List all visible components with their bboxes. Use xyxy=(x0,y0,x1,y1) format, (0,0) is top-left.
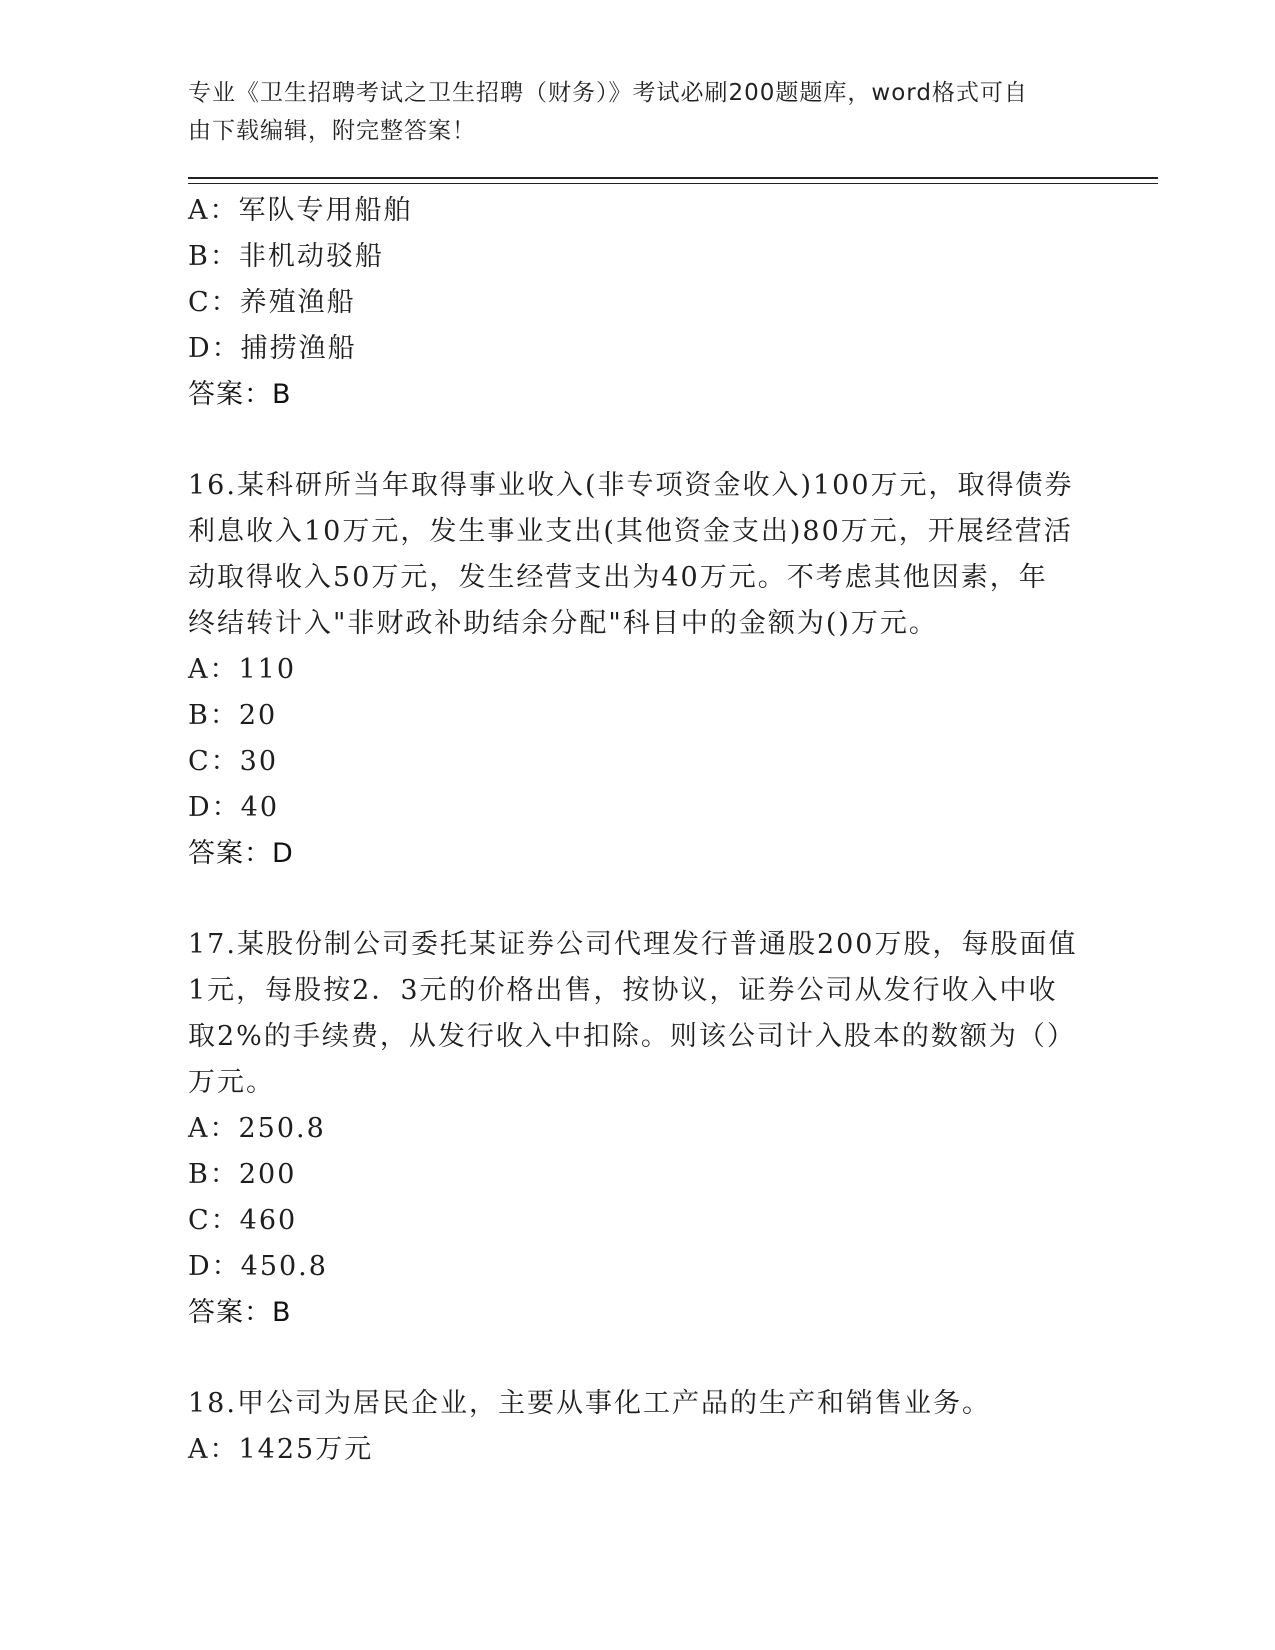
document-header xyxy=(188,74,1068,150)
stem-line: 万元。 xyxy=(188,1067,275,1098)
answer: 答案：D xyxy=(188,838,294,869)
stem-line: 终结转计入"非财政补助结余分配"科目中的金额为()万元。 xyxy=(188,608,938,639)
answer: 答案：B xyxy=(188,379,292,410)
stem-line: 利息收入10万元，发生事业支出(其他资金支出)80万元，开展经营活 xyxy=(188,516,1073,547)
option-a: A：110 xyxy=(188,654,297,685)
question-list xyxy=(188,188,1088,1473)
option-a: A：1425万元 xyxy=(188,1434,374,1465)
option-d: D：450.8 xyxy=(188,1251,328,1282)
option-d: D：捕捞渔船 xyxy=(188,333,357,364)
option-a: A：军队专用船舶 xyxy=(188,195,413,226)
question-stem xyxy=(188,922,1088,1106)
question-stem xyxy=(188,1381,1088,1427)
option-b: B：非机动驳船 xyxy=(188,241,384,272)
option-d: D：40 xyxy=(188,792,280,823)
option-c: C：30 xyxy=(188,746,279,777)
question-17 xyxy=(188,922,1088,1336)
question-15 xyxy=(188,188,1088,418)
option-a: A：250.8 xyxy=(188,1113,326,1144)
header-rule-thick xyxy=(188,177,1158,179)
stem-line: 动取得收入50万元，发生经营支出为40万元。不考虑其他因素，年 xyxy=(188,562,1048,593)
option-c: C：460 xyxy=(188,1205,298,1236)
answer: 答案：B xyxy=(188,1297,292,1328)
option-b: B：200 xyxy=(188,1159,297,1190)
header-line-1: 专业《卫生招聘考试之卫生招聘（财务）》考试必刷200题题库，word格式可自 xyxy=(188,80,1028,106)
option-b: B：20 xyxy=(188,700,278,731)
stem-line: 17.某股份制公司委托某证券公司代理发行普通股200万股，每股面值 xyxy=(188,929,1078,960)
question-16 xyxy=(188,463,1088,877)
option-c: C：养殖渔船 xyxy=(188,287,356,318)
question-18 xyxy=(188,1381,1088,1473)
header-rule-thin xyxy=(188,183,1158,184)
stem-line: 16.某科研所当年取得事业收入(非专项资金收入)100万元，取得债券 xyxy=(188,470,1074,501)
stem-line: 18.甲公司为居民企业，主要从事化工产品的生产和销售业务。 xyxy=(188,1388,991,1419)
stem-line: 取2%的手续费，从发行收入中扣除。则该公司计入股本的数额为（） xyxy=(188,1021,1076,1052)
stem-line: 1元，每股按2．3元的价格出售，按协议，证券公司从发行收入中收 xyxy=(188,975,1058,1006)
question-stem xyxy=(188,463,1088,647)
header-line-2: 由下载编辑，附完整答案！ xyxy=(188,118,476,144)
